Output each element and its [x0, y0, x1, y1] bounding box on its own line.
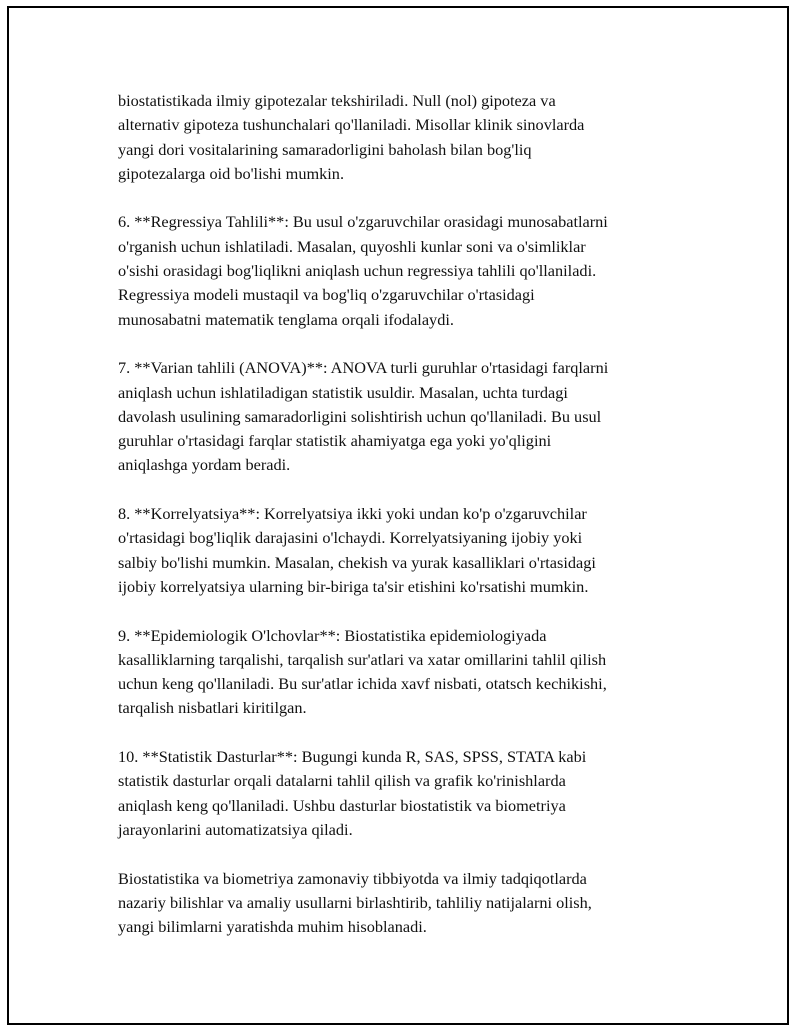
text-line: tarqalish nisbatlari kiritilgan.: [118, 698, 307, 718]
text-line: Biostatistika va biometriya zamonaviy tibbiyotda va ilmiy tadqiqotlarda: [118, 868, 587, 888]
text-line: aniqlash keng qo'llaniladi. Ushbu dasturlar biostatistik va biometriya: [118, 795, 566, 815]
text-line: 9. **Epidemiologik O'lchovlar**: Biostatistika epidemiologiyada: [118, 625, 547, 645]
text-line: davolash usulining samaradorligini solishtirish uchun qo'llaniladi. Bu usul: [118, 406, 602, 426]
paragraph-anova: [118, 356, 693, 477]
text-line: o'sishi orasidagi bog'liqlikni aniqlash uchun regressiya tahlili qo'llaniladi.: [118, 261, 597, 281]
text-line: 6. **Regressiya Tahlili**: Bu usul o'zgaruvchilar orasidagi munosabatlarni: [118, 212, 608, 232]
text-line: gipotezalarga oid bo'lishi mumkin.: [118, 163, 345, 183]
paragraph-statistical-software: [118, 745, 693, 842]
text-line: Regressiya modeli mustaqil va bog'liq o'zgaruvchilar o'rtasidagi: [118, 285, 535, 305]
text-line: ijobiy korrelyatsiya ularning bir-biriga ta'sir etishini ko'rsatishi mumkin.: [118, 576, 589, 596]
paragraph-correlation: [118, 502, 693, 599]
text-line: kasalliklarning tarqalishi, tarqalish sur'atlari va xatar omillarini tahlil qilish: [118, 649, 607, 669]
paragraph-conclusion: [118, 867, 693, 940]
text-line: salbiy bo'lishi mumkin. Masalan, chekish va yurak kasalliklari o'rtasidagi: [118, 552, 596, 572]
text-line: o'rganish uchun ishlatiladi. Masalan, quyoshli kunlar soni va o'simliklar: [118, 236, 586, 256]
text-line: uchun keng qo'llaniladi. Bu sur'atlar ichida xavf nisbati, otatsch kechikishi,: [118, 674, 607, 694]
text-line: 10. **Statistik Dasturlar**: Bugungi kunda R, SAS, SPSS, STATA kabi: [118, 747, 587, 767]
text-line: guruhlar o'rtasidagi farqlar statistik ahamiyatga ega yoki yo'qligini: [118, 431, 552, 451]
text-line: biostatistikada ilmiy gipotezalar tekshiriladi. Null (nol) gipoteza va: [118, 91, 556, 110]
paragraph-epidemiological-measures: [118, 624, 693, 721]
paragraph-hypothesis-testing: [118, 89, 693, 186]
text-line: yangi dori vositalarining samaradorligini baholash bilan bog'liq: [118, 139, 532, 159]
text-line: 8. **Korrelyatsiya**: Korrelyatsiya ikki yoki undan ko'p o'zgaruvchilar: [118, 504, 587, 524]
paragraph-regression-analysis: [118, 210, 693, 331]
text-line: statistik dasturlar orqali datalarni tahlil qilish va grafik ko'rinishlarda: [118, 771, 566, 791]
document-body: [118, 89, 693, 964]
text-line: aniqlashga yordam beradi.: [118, 455, 291, 475]
text-line: nazariy bilishlar va amaliy usullarni birlashtirib, tahliliy natijalarni olish,: [118, 892, 592, 912]
text-line: o'rtasidagi bog'liqlik darajasini o'lchaydi. Korrelyatsiyaning ijobiy yoki: [118, 528, 583, 548]
text-line: alternativ gipoteza tushunchalari qo'llaniladi. Misollar klinik sinovlarda: [118, 115, 585, 135]
text-line: aniqlash uchun ishlatiladigan statistik usuldir. Masalan, uchta turdagi: [118, 382, 568, 402]
text-line: jarayonlarini automatizatsiya qiladi.: [118, 819, 353, 839]
text-line: 7. **Varian tahlili (ANOVA)**: ANOVA turli guruhlar o'rtasidagi farqlarni: [118, 358, 609, 378]
text-line: yangi bilimlarni yaratishda muhim hisoblanadi.: [118, 917, 427, 937]
text-line: munosabatni matematik tenglama orqali ifodalaydi.: [118, 309, 454, 329]
